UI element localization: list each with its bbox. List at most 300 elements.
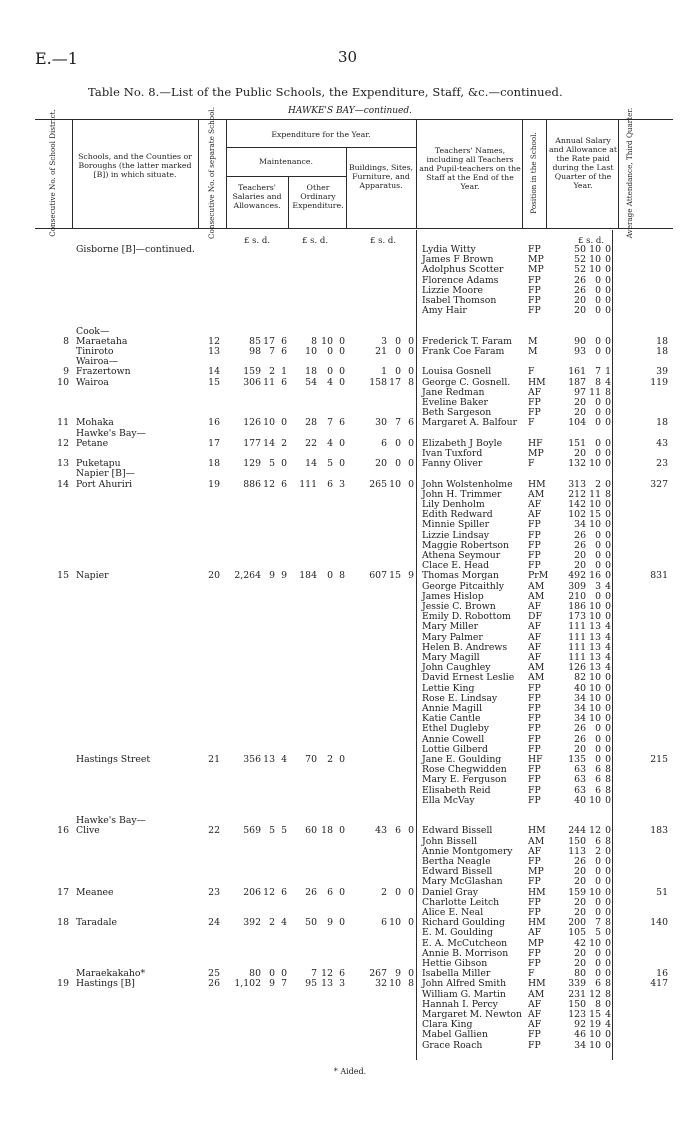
ann-value: 0 [595,968,601,980]
ann-value: 492 [568,570,586,582]
ann-value: 20 [574,407,586,419]
teacher-name: Lottie Gilberd [422,743,488,755]
oth-value: 18 [305,366,317,378]
attendance-value: 16 [656,968,668,980]
currency-label-salaries: £ s. d. [244,236,271,246]
teacher-position: FP [528,958,541,969]
ann-value: 52 [574,254,586,266]
sal-value: 6 [281,478,287,490]
oth-value: 50 [305,917,317,929]
sal-value: 6 [281,886,287,898]
ann-value: 8 [605,917,611,929]
teacher-name: Margaret M. Newton [422,1009,522,1020]
ann-value: 0 [605,754,611,765]
oth-value: 0 [339,754,345,765]
bld-value: 20 [375,458,387,470]
ann-value: 0 [595,560,601,572]
oth-value: 28 [305,417,317,429]
ann-value: 26 [574,856,586,867]
teacher-position: FP [528,284,541,296]
oth-value: 0 [339,917,345,929]
teacher-position: AF [528,621,542,633]
ann-value: 0 [605,346,611,357]
teacher-position: M [528,335,538,347]
attendance-header: Average Attendance, Third Quarter. [625,107,634,239]
school-number: 17 [208,437,220,449]
ann-value: 104 [568,417,586,429]
bld-value: 1 [381,366,387,378]
district-number: 9 [63,366,69,378]
attendance-value: 831 [650,570,668,582]
ann-value: 93 [574,346,586,357]
teacher-position: AM [528,988,545,1000]
school-name: Maraetaha [76,335,128,347]
ann-value: 0 [605,907,611,918]
attendance-value: 183 [650,825,668,837]
ann-value: 0 [605,968,611,980]
ann-value: 0 [605,601,611,612]
bld-value: 8 [408,376,414,388]
oth-value: 7 [311,968,317,980]
teacher-name: Annie Cowell [422,733,485,745]
teacher-position: AF [528,631,542,643]
ann-value: 80 [574,968,586,980]
ann-value: 40 [574,794,586,806]
ann-value: 4 [605,652,611,663]
currency-label-annual: £ s. d. [578,236,605,246]
teacher-name: Mary E. Ferguson [422,774,507,786]
ann-value: 0 [605,560,611,572]
sal-value: 7 [269,346,275,357]
attendance-value: 18 [656,335,668,347]
teacher-position: FP [528,274,541,286]
teacher-name: Lizzie Moore [422,284,484,296]
teacher-position: HM [528,825,546,837]
ann-value: 0 [595,876,601,888]
teacher-name: Amy Hair [422,305,467,317]
teacher-name: Louisa Gosnell [422,366,492,378]
teacher-name: John Alfred Smith [422,978,507,990]
ann-value: 7 [595,917,601,929]
teacher-name: Eveline Baker [422,397,488,408]
ann-value: 135 [568,754,586,765]
school-name: Tiniroto [76,346,114,357]
rule-annual-end [612,230,613,1060]
sal-value: 5 [269,458,275,470]
bld-value: 0 [395,366,401,378]
teacher-position: AF [528,641,542,653]
ann-value: 26 [574,284,586,296]
ann-value: 105 [568,927,586,939]
sal-value: 12 [263,886,275,898]
ann-value: 20 [574,448,586,459]
sal-value: 1 [281,366,287,378]
teacher-name: Emily D. Robottom [422,611,511,623]
ann-value: 7 [595,366,601,378]
teacher-position: HF [528,754,543,765]
school-name: Frazertown [76,366,131,378]
ann-value: 1 [605,366,611,378]
ann-value: 0 [605,682,611,694]
district-number: 10 [57,376,69,388]
sal-value: 5 [269,825,275,837]
bld-value: 0 [408,917,414,929]
ann-value: 0 [595,335,601,347]
bld-value: 0 [395,458,401,470]
teacher-name: Helen B. Andrews [422,641,508,653]
bld-value: 43 [375,825,387,837]
ann-value: 10 [589,244,601,255]
district-number: 17 [57,886,69,898]
school-name: Cook— [76,325,110,337]
bld-value: 15 [389,570,401,582]
ann-value: 12 [589,825,601,837]
ann-value: 4 [605,1019,611,1031]
oth-value: 0 [327,570,333,582]
bld-value: 265 [369,478,387,490]
ann-value: 0 [595,907,601,918]
teacher-name: Thomas Morgan [422,570,499,582]
ann-value: 0 [595,397,601,408]
teacher-position: AF [528,1009,542,1020]
attendance-value: 18 [656,417,668,429]
ann-value: 0 [605,692,611,704]
sal-value: 0 [281,417,287,429]
attendance-value: 18 [656,346,668,357]
ann-value: 150 [568,835,586,847]
ann-value: 4 [605,621,611,633]
ann-value: 0 [595,295,601,306]
ann-value: 26 [574,723,586,735]
teacher-position: HM [528,978,546,990]
ann-value: 10 [589,703,601,714]
ann-value: 34 [574,713,586,725]
maintenance-header: Maintenance. [258,157,314,166]
district-number: 13 [57,458,69,470]
sal-value: 13 [263,754,275,765]
oth-value: 0 [339,458,345,470]
teacher-name: Lettie King [422,682,475,694]
sal-value: 126 [243,417,261,429]
teacher-position: AF [528,652,542,663]
ann-value: 50 [574,244,586,255]
teacher-position: FP [528,743,541,755]
ann-value: 0 [605,611,611,623]
ann-value: 10 [589,1029,601,1041]
school-name: Gisborne [B]—continued. [76,244,195,255]
ann-value: 113 [568,845,586,857]
ann-value: 0 [605,713,611,725]
teacher-name: William G. Martin [422,988,506,1000]
oth-value: 9 [327,917,333,929]
oth-value: 22 [305,437,317,449]
ann-value: 0 [605,947,611,959]
sal-value: 98 [249,346,261,357]
teacher-position: FP [528,774,541,786]
ann-value: 10 [589,713,601,725]
teacher-position: HM [528,478,546,490]
ann-value: 173 [568,611,586,623]
school-name: Wairoa [76,376,109,388]
teacher-position: F [528,458,535,470]
school-number: 15 [208,376,220,388]
teacher-name: Ella McVay [422,794,475,806]
ann-value: 4 [605,1009,611,1020]
ann-value: 10 [589,937,601,949]
teacher-name: Minnie Spiller [422,519,490,531]
oth-value: 0 [339,825,345,837]
teacher-position: AF [528,927,542,939]
teacher-name: Florence Adams [422,274,499,286]
sal-value: 306 [243,376,261,388]
sal-value: 4 [281,754,287,765]
teacher-name: Alice E. Neal [422,907,484,918]
teacher-position: FP [528,692,541,704]
ann-value: 16 [589,570,601,582]
teacher-position: MP [528,448,544,459]
sal-value: 2,264 [234,570,261,582]
teacher-position: AF [528,845,542,857]
bld-value: 0 [408,335,414,347]
other-expenditure-header: Other Ordinary Expenditure. [292,183,344,210]
ann-value: 8 [605,978,611,990]
teacher-position: FP [528,764,541,776]
ann-value: 0 [605,958,611,969]
ann-value: 8 [595,376,601,388]
bld-value: 607 [369,570,387,582]
ann-value: 0 [595,590,601,602]
school-number: 16 [208,417,220,429]
school-name: Petane [76,437,109,449]
oth-value: 6 [327,886,333,898]
ann-value: 210 [568,590,586,602]
oth-value: 12 [321,968,333,980]
ann-value: 10 [589,611,601,623]
ann-value: 132 [568,458,586,470]
ann-value: 6 [595,978,601,990]
teacher-name: Hannah I. Percy [422,998,498,1010]
ann-value: 0 [595,529,601,541]
teacher-name: Jessie C. Brown [422,601,496,612]
ann-value: 0 [595,733,601,745]
ann-value: 0 [605,254,611,266]
teacher-name: E. M. Goulding [422,927,493,939]
ann-value: 6 [595,835,601,847]
ann-value: 3 [595,580,601,592]
teacher-position: FP [528,519,541,531]
teacher-position: FP [528,397,541,408]
teacher-position: AM [528,662,545,674]
ann-value: 10 [589,264,601,276]
school-name: Hastings Street [76,754,151,765]
bld-value: 10 [389,917,401,929]
sal-value: 206 [243,886,261,898]
ann-value: 4 [605,641,611,653]
school-name: Hastings [B] [76,978,135,990]
oth-value: 8 [339,570,345,582]
teacher-name: John Caughley [422,662,491,674]
teacher-name: John H. Trimmer [422,488,502,500]
ann-value: 0 [605,723,611,735]
teacher-position: FP [528,856,541,867]
school-number: 20 [208,570,220,582]
oth-value: 6 [339,417,345,429]
sal-value: 5 [281,825,287,837]
teacher-name: Elizabeth J Boyle [422,437,503,449]
ann-value: 10 [589,682,601,694]
ann-value: 0 [605,866,611,878]
oth-value: 14 [305,458,317,470]
ann-value: 10 [589,794,601,806]
ann-value: 0 [605,499,611,510]
rule-teachers [416,230,417,1060]
oth-value: 184 [299,570,317,582]
teacher-name: Katie Cantle [422,713,481,725]
ann-value: 10 [589,254,601,266]
ann-value: 111 [568,631,586,643]
sal-value: 0 [281,968,287,980]
ann-value: 0 [595,723,601,735]
teacher-name: Grace Roach [422,1039,483,1051]
teacher-name: Edward Bissell [422,825,493,837]
teacher-name: Jane Redman [422,386,485,398]
ann-value: 142 [568,499,586,510]
school-number: 18 [208,458,220,470]
expenditure-header: Expenditure for the Year. [271,130,371,139]
bld-value: 17 [389,376,401,388]
oth-value: 18 [321,825,333,837]
teacher-name: E. A. McCutcheon [422,937,508,949]
sal-value: 4 [281,917,287,929]
oth-value: 8 [311,335,317,347]
ann-value: 0 [605,1029,611,1041]
teacher-name: Lily Denholm [422,499,485,510]
sal-value: 0 [281,458,287,470]
bld-value: 0 [395,437,401,449]
ann-value: 111 [568,641,586,653]
ann-value: 150 [568,998,586,1010]
sal-value: 10 [263,417,275,429]
ann-value: 8 [605,764,611,776]
teacher-position: FP [528,794,541,806]
teacher-position: FP [528,529,541,541]
teacher-position: FP [528,733,541,745]
bld-value: 0 [408,825,414,837]
sal-value: 392 [243,917,261,929]
teacher-position: DF [528,611,542,623]
ann-value: 0 [595,407,601,419]
ann-value: 309 [568,580,586,592]
ann-value: 0 [605,876,611,888]
school-name: Napier [B]— [76,468,135,480]
oth-value: 3 [339,978,345,990]
teacher-name: George C. Gosnell. [422,376,511,388]
bld-value: 7 [395,417,401,429]
teacher-name: Isabel Thomson [422,295,497,306]
teachers-names-header: Teachers' Names, including all Teachers and Pupil-teachers on the Staff at the End of the Year. [419,146,521,191]
sal-value: 129 [243,458,261,470]
bld-value: 158 [369,376,387,388]
teacher-name: Fanny Oliver [422,458,483,470]
sal-value: 85 [249,335,261,347]
ann-value: 0 [605,896,611,908]
school-name: Hawke's Bay— [76,815,146,827]
teacher-name: Mary Miller [422,621,479,633]
teacher-name: Ivan Tuxford [422,448,483,459]
oth-value: 60 [305,825,317,837]
annual-salary-header: Annual Salary and Allowance at the Rate paid during the Last Quarter of the Year. [548,136,618,190]
ann-value: 0 [595,550,601,561]
ann-value: 26 [574,274,586,286]
ann-value: 26 [574,529,586,541]
sal-value: 14 [263,437,275,449]
oth-value: 4 [327,376,333,388]
teacher-position: AF [528,386,542,398]
ann-value: 6 [595,764,601,776]
ann-value: 20 [574,947,586,959]
teacher-name: Annie Magill [422,703,483,714]
attendance-value: 215 [650,754,668,765]
oth-value: 13 [321,978,333,990]
school-no-header: Consecutive No. of separate School. [207,107,216,239]
teacher-position: FP [528,1039,541,1051]
bld-value: 21 [375,346,387,357]
bld-value: 9 [395,968,401,980]
sal-value: 9 [269,978,275,990]
district-number: 18 [57,917,69,929]
sal-value: 80 [249,968,261,980]
ann-value: 10 [589,519,601,531]
ann-value: 0 [605,509,611,521]
teacher-name: George Pitcaithly [422,580,505,592]
teacher-position: FP [528,947,541,959]
ann-value: 8 [605,988,611,1000]
teacher-position: FP [528,295,541,306]
teacher-name: Clace E. Head [422,560,490,572]
teacher-name: Beth Sargeson [422,407,492,419]
sal-value: 11 [263,376,275,388]
teacher-position: FP [528,407,541,419]
teacher-name: Hettie Gibson [422,958,488,969]
ann-value: 8 [605,488,611,500]
ann-value: 0 [605,886,611,898]
ann-value: 10 [589,886,601,898]
teacher-position: FP [528,539,541,551]
oth-value: 0 [327,366,333,378]
school-number: 12 [208,335,220,347]
school-name: Taradale [76,917,117,929]
sal-value: 6 [281,335,287,347]
attendance-value: 417 [650,978,668,990]
sal-value: 2 [281,437,287,449]
table-title: Table No. 8.—List of the Public Schools, the Expenditure, Staff, &c.—continued. [88,85,563,99]
bld-value: 0 [408,346,414,357]
sal-value: 886 [243,478,261,490]
ann-value: 186 [568,601,586,612]
sal-value: 356 [243,754,261,765]
ann-value: 0 [595,284,601,296]
ann-value: 2 [595,845,601,857]
ann-value: 20 [574,866,586,878]
ann-value: 0 [595,346,601,357]
district-number: 12 [57,437,69,449]
ann-value: 0 [595,896,601,908]
ann-value: 0 [605,407,611,419]
teacher-position: FP [528,682,541,694]
ann-value: 0 [595,754,601,765]
ann-value: 0 [605,733,611,745]
ann-value: 0 [605,743,611,755]
